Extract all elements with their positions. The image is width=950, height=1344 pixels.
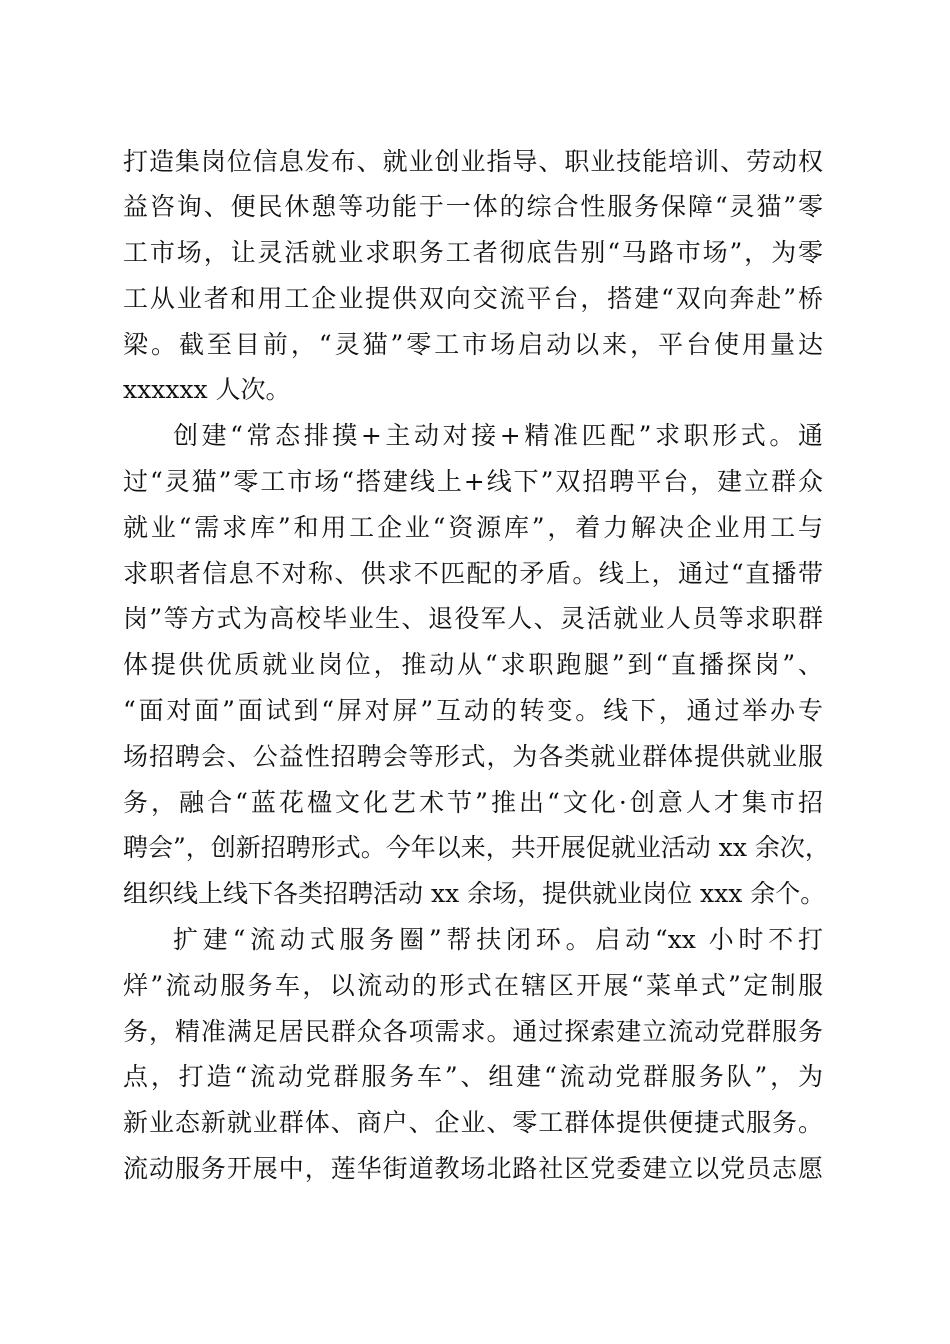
text-line-13: “面对面”面试到“屏对屏”互动的转变。线下，通过举办专 (123, 696, 823, 725)
paragraph-2-first-line: 创建“常态排摸+主动对接+精准匹配”求职形式。通 (173, 421, 823, 450)
text-line-15: 务，融合“蓝花楹文化艺术节”推出“文化·创意人才集市招 (123, 788, 823, 817)
text-line-3: 工市场，让灵活就业求职务工者彻底告别“马路市场”，为零 (123, 238, 823, 267)
text-line-8: 过“灵猫”零工市场“搭建线上+线下”双招聘平台，建立群众 (123, 467, 823, 496)
text-line-1: 打造集岗位信息发布、就业创业指导、职业技能培训、劳动权 (123, 147, 823, 176)
text-line-16: 聘会”，创新招聘形式。今年以来，共开展促就业活动 xx 余次， (123, 833, 830, 862)
text-line-10: 求职者信息不对称、供求不匹配的矛盾。线上，通过“直播带 (123, 559, 823, 588)
text-line-14: 场招聘会、公益性招聘会等形式，为各类就业群体提供就业服 (123, 742, 823, 771)
text-line-22: 新业态新就业群体、商户、企业、零工群体提供便捷式服务。 (123, 1108, 823, 1137)
text-line-11: 岗”等方式为高校毕业生、退役军人、灵活就业人员等求职群 (123, 604, 823, 633)
text-line-23: 流动服务开展中，莲华街道教场北路社区党委建立以党员志愿 (123, 1154, 823, 1183)
text-line-4: 工从业者和用工企业提供双向交流平台，搭建“双向奔赴”桥 (123, 284, 823, 313)
paragraph-3-first-line: 扩建“流动式服务圈”帮扶闭环。启动“xx 小时不打 (173, 925, 823, 954)
text-line-5: 梁。截至目前，“灵猫”零工市场启动以来，平台使用量达 (123, 330, 823, 359)
text-line-2: 益咨询、便民休憩等功能于一体的综合性服务保障“灵猫”零 (123, 192, 823, 221)
text-line-6: xxxxxx 人次。 (123, 375, 291, 404)
text-line-12: 体提供优质就业岗位，推动从“求职跑腿”到“直播探岗”、 (123, 650, 823, 679)
text-line-21: 点，打造“流动党群服务车”、组建“流动党群服务队”，为 (123, 1062, 823, 1091)
text-line-19: 烊”流动服务车，以流动的形式在辖区开展“菜单式”定制服 (123, 971, 823, 1000)
text-line-20: 务，精准满足居民群众各项需求。通过探索建立流动党群服务 (123, 1017, 823, 1046)
text-line-9: 就业“需求库”和用工企业“资源库”，着力解决企业用工与 (123, 513, 823, 542)
text-line-17: 组织线上线下各类招聘活动 xx 余场，提供就业岗位 xxx 余个。 (123, 879, 826, 908)
